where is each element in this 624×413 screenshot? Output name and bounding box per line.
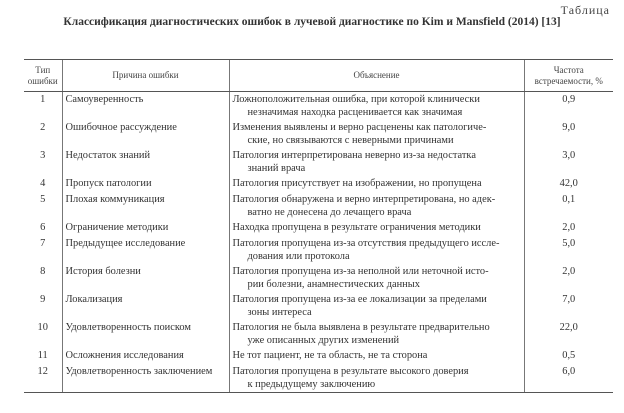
table-row — [24, 236, 613, 264]
explanation-line: уже описанных других изменений — [247, 335, 400, 346]
header-row — [24, 60, 613, 92]
cell-explanation — [229, 264, 524, 292]
table-row — [24, 192, 613, 220]
explanation-line: Патология пропущена в результате высокого доверия — [232, 366, 469, 377]
header-type: Тип ошибки — [24, 60, 62, 92]
cell-frequency: 2,0 — [524, 220, 613, 236]
cell-explanation — [229, 220, 524, 236]
cell-explanation — [229, 120, 524, 148]
cell-explanation — [229, 292, 524, 320]
table-row — [24, 176, 613, 192]
cell-type-number: 10 — [37, 322, 48, 333]
table-row — [24, 220, 613, 236]
header-explanation: Объяснение — [229, 60, 524, 92]
explanation-line: Патология присутствует на изображении, но пропущена — [232, 178, 482, 189]
cell-frequency: 22,0 — [524, 320, 613, 348]
explanation-line: рии болезни, анамнестических данных — [247, 279, 420, 290]
explanation-line: Находка пропущена в результате ограничения методики — [232, 222, 481, 233]
cell-type-number: 9 — [40, 294, 46, 305]
cell-cause: Удовлетворенность заключением — [62, 364, 229, 393]
cell-frequency: 42,0 — [524, 176, 613, 192]
cell-type-number: 11 — [37, 350, 48, 361]
cell-cause: Локализация — [62, 292, 229, 320]
cell-type-number: 3 — [40, 150, 46, 161]
cell-frequency: 0,5 — [524, 348, 613, 364]
classification-table — [24, 59, 613, 393]
cell-frequency: 2,0 — [524, 264, 613, 292]
table-row — [24, 92, 613, 121]
header-cause: Причина ошибки — [62, 60, 229, 92]
explanation-line: Патология пропущена из-за неполной или неточной исто- — [232, 266, 489, 277]
cell-frequency: 9,0 — [524, 120, 613, 148]
cell-type-number: 4 — [40, 178, 46, 189]
explanation-line: Патология пропущена из-за ее локализации за пределами — [232, 294, 487, 305]
explanation-line: дования или протокола — [247, 251, 350, 262]
cell-type-number: 8 — [40, 266, 46, 277]
cell-cause: Предыдущее исследование — [62, 236, 229, 264]
cell-cause: Ограничение методики — [62, 220, 229, 236]
cell-type-number: 12 — [24, 364, 62, 393]
cell-frequency: 3,0 — [524, 148, 613, 176]
table-row — [24, 264, 613, 292]
explanation-line: ские, но связываются с неверными причинами — [247, 135, 454, 146]
cell-explanation — [229, 364, 524, 393]
cell-explanation — [229, 148, 524, 176]
explanation-line: зоны интереса — [247, 307, 312, 318]
header-frequency: Частота встречаемости, % — [524, 60, 613, 92]
explanation-line: Не тот пациент, не та область, не та сторона — [232, 350, 428, 361]
cell-type-number: 1 — [40, 94, 46, 105]
cell-cause: Плохая коммуникация — [62, 192, 229, 220]
explanation-line: Изменения выявлены и верно расценены как патологиче- — [232, 122, 487, 133]
cell-cause: История болезни — [62, 264, 229, 292]
cell-frequency: 0,9 — [524, 92, 613, 121]
explanation-line: Патология интерпретирована неверно из-за недостатка — [232, 150, 476, 161]
explanation-line: Патология не была выявлена в результате предварительно — [232, 322, 490, 333]
cell-explanation — [229, 348, 524, 364]
cell-frequency: 5,0 — [524, 236, 613, 264]
table-caption: Таблица — [560, 3, 610, 17]
cell-explanation — [229, 236, 524, 264]
explanation-line: Патология пропущена из-за отсутствия предыдущего иссле- — [232, 238, 500, 249]
explanation-line: знаний врача — [247, 163, 306, 174]
cell-type-number: 7 — [40, 238, 46, 249]
explanation-line: незначимая находка расценивается как значимая — [247, 107, 463, 118]
cell-cause: Недостаток знаний — [62, 148, 229, 176]
table-row — [24, 364, 613, 393]
table-row — [24, 348, 613, 364]
table-title: Классификация диагностических ошибок в лучевой диагностике по Kim и Mansfield (2014) [13] — [63, 16, 561, 28]
cell-type-number: 5 — [40, 194, 46, 205]
cell-cause: Осложнения исследования — [62, 348, 229, 364]
explanation-line: Патология обнаружена и верно интерпретирована, но адек- — [232, 194, 496, 205]
explanation-line: Ложноположительная ошибка, при которой клинически — [232, 94, 480, 105]
cell-type-number: 6 — [40, 222, 46, 233]
cell-type-number: 2 — [40, 122, 46, 133]
cell-explanation — [229, 320, 524, 348]
cell-frequency: 6,0 — [524, 364, 613, 393]
cell-explanation — [229, 192, 524, 220]
cell-cause: Ошибочное рассуждение — [62, 120, 229, 148]
cell-cause: Удовлетворенность поиском — [62, 320, 229, 348]
table-row — [24, 120, 613, 148]
cell-explanation — [229, 92, 524, 121]
table-row — [24, 148, 613, 176]
table-row — [24, 320, 613, 348]
cell-frequency: 7,0 — [524, 292, 613, 320]
cell-cause: Пропуск патологии — [62, 176, 229, 192]
cell-frequency: 0,1 — [524, 192, 613, 220]
table-body — [24, 92, 613, 393]
table-row — [24, 292, 613, 320]
cell-cause: Самоуверенность — [62, 92, 229, 121]
explanation-line: к предыдущему заключению — [247, 379, 376, 390]
cell-explanation — [229, 176, 524, 192]
explanation-line: ватно не донесена до лечащего врача — [247, 207, 412, 218]
